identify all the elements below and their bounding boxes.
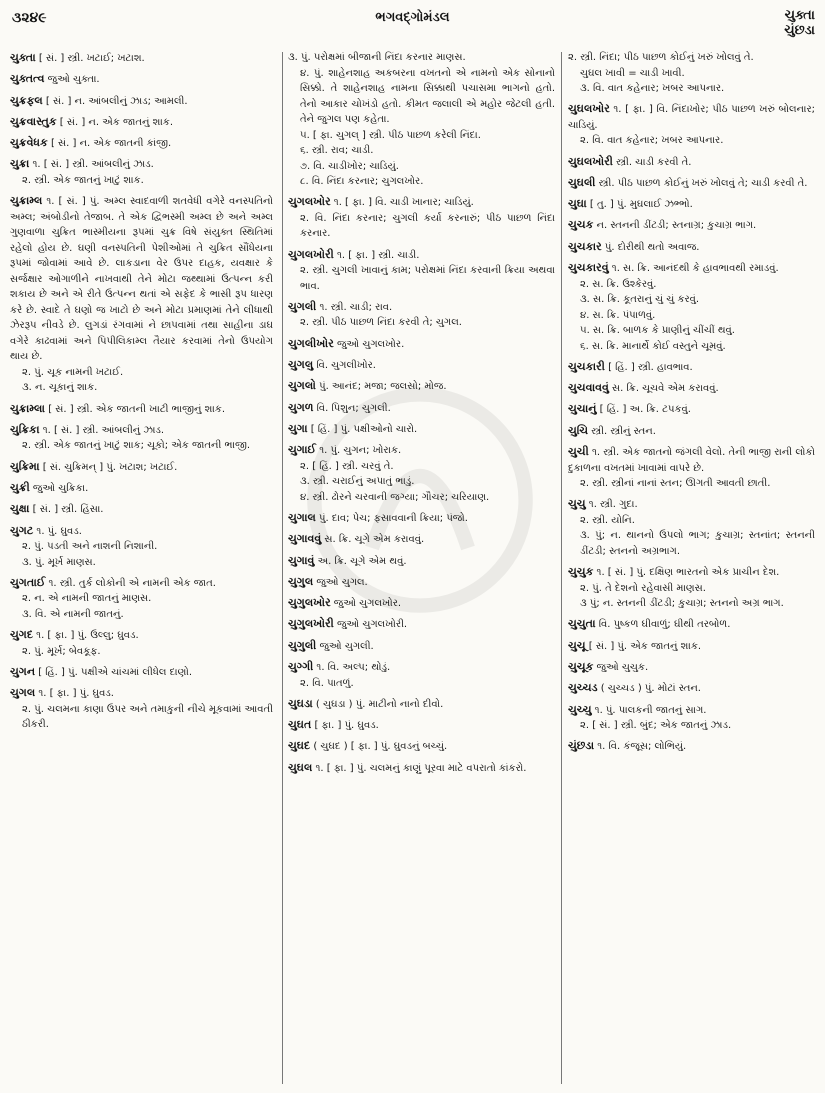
- dictionary-entry: ચુચાનું [ હિં. ] અ. ક્રિ. ટપકવું.: [568, 402, 691, 416]
- dictionary-entry: ચુગાઈ ૧. પું. ચુગન; ખોરાક. ૨. [ હિં. ] સ્ત્રી. ચરવું તે. ૩. સ્ત્રી. ચરાઈનું અપાતું ભાડું. ૪. સ્ત્રી. ઢોરને ચરવાની જગ્યા; ગૌચર; ચરિયાણ.: [288, 443, 490, 503]
- dictionary-entry: ચુચૂ [ સં. ] પું. એક જાતનું શાક.: [568, 638, 702, 652]
- dictionary-entry: ચુગાવવું સ. ક્રિ. ચૂગે એમ કરાવવું.: [288, 532, 425, 546]
- dictionary-entry: ચુક્રવેધક [ સં. ] ન. એક જાતની કાંજી.: [10, 136, 172, 150]
- dictionary-entry: ચુચકારવું ૧. સ. ક્રિ. આનંદથી કે હાવભાવથી રમાડવું. ૨. સ. ક્રિ. ઉશ્કેરવું. ૩. સ. ક્રિ. કૂતરાનું ચું ચું કરવું. ૪. સ. ક્રિ. પંપાળવું. ૫. સ. ક્રિ. બાળક કે પ્રાણીનું ચીંચીં થવું. ૬. સ. ક્રિ. માનાર્થે કોઈ વસ્તુને ચૂમવું.: [568, 261, 779, 352]
- dictionary-entry: ચુગલો પું. આનંદ; મજા; જલસો; મોજ.: [288, 379, 447, 393]
- dictionary-entry: ચુક્રવાસ્તુક [ સં. ] ન. એક જાતનું શાક.: [10, 114, 174, 128]
- dictionary-entry: ચુગુલી જુઓ ચુગલી.: [288, 638, 374, 652]
- dictionary-entry: ચુચ્ચડ ( ચુચ્ચડ ) પું. મોટાં સ્તન.: [568, 681, 701, 695]
- dictionary-entry: ચુગલી ૧. સ્ત્રી. ચાડી; રાવ. ૨. સ્ત્રી. પીઠ પાછળ નિંદા કરવી તે; ચુગલ.: [288, 299, 462, 329]
- dictionary-entry: ચુગાલ પું. દાવ; પેચ; ફસાવવાની ક્રિયા; પંજો.: [288, 510, 468, 524]
- dictionary-entry: ચુઘદ ( ચુઘદ ) [ ફા. ] પું. ઘુવડનું બચ્ચું.: [288, 739, 448, 753]
- dictionary-entry: ચુક્રામ્લ ૧. [ સં. ] પું. અમ્લ સ્વાદવાળી શતવેધી વગેરે વનસ્પતિનો અમ્લ; અંબોડીનો તેજાબ. તે એક દ્વિભસ્મી અમ્લ છે અને અમ્લ ગુણવાળા ચુક્રિત ભાસ્મીયના રૂપમાં ચુક્ર વિષે સંયુક્ત સ્થિતિમાં રહેલો હોય છે. ઘણી વનસ્પતિની પેશીઓમાં તે ચુક્રિત સૌંધેયના રૂપમાં જોવામાં આવે છે. લાકડાના વેર ઉપર દાહક, યવક્ષાર કે સર્જક્ષાર ઓગાળીને નાખવાથી તેને મોટા જથ્થામાં ઉત્પન્ન કરી શકાય છે અને એ રીતે ઉત્પન્ન થતાં એ સફેદ કે ભાસી રૂપ ધારણ કરે છે. સ્વાદે તે ઘણો જ ખાટો છે અને મોટા પ્રમાણમાં તેને લીધાથી ઝેરરૂપ નીવડે છે. લુગડાં રંગવામાં ને છાપવામાં તથા સાહીના ડાઘ વગેરે કાઢવામાં અને પિપીલિકામ્લ તૈયાર કરવામાં તેનો ઉપયોગ થાય છે. ૨. પું. ચૂક નામની ખટાઈ. ૩. ન. ચૂકાનું શાક.: [10, 194, 273, 394]
- dictionary-entry: ચુક્ષા [ સં. ] સ્ત્રી. હિંસા.: [10, 502, 104, 516]
- running-title: ભગવદ્ગોમંડલ: [375, 10, 450, 25]
- dictionary-entry: ચુઘલખોર ૧. [ ફા. ] વિ. નિંદાખોર; પીઠ પાછળ ખરું બોલનાર; ચાડિયું. ૨. વિ. વાત કહેનાર; ખબર આપનાર.: [568, 102, 815, 147]
- dictionary-entry: ચુઘલ ૧. [ ફા. ] પું. ચલમનું કાણું પૂરવા માટે વપરાતો કાંકરો.: [288, 760, 527, 774]
- dictionary-entry: ચુગતાઈ ૧. સ્ત્રી. તુર્ક લોકોની એ નામની એક જાત. ૨. ન. એ નામની જાતનું માણસ. ૩. વિ. એ નામની જાતનું.: [10, 575, 216, 620]
- dictionary-entry: ચુચવાવવું સ. ક્રિ. ચૂચવે એમ કરાવવું.: [568, 381, 719, 395]
- dictionary-entry: ચુક્તત્વ જુઓ ચુક્તા.: [10, 72, 100, 86]
- dictionary-entry: ચુગદ ૧. [ ફા. ] પું. ઉલ્લુ; ઘુવડ. ૨. પું. મૂર્ખ; બેવકૂફ.: [10, 628, 139, 657]
- page-number: ૩૨૪૯: [12, 10, 47, 26]
- guide-words: [784, 8, 815, 38]
- dictionary-entry: ચુચૂક જુઓ ચુચુક.: [568, 660, 649, 674]
- dictionary-entry: ચુચિ સ્ત્રી. સ્ત્રીનું સ્તન.: [568, 423, 656, 437]
- dictionary-entry: ચુક્રિમા [ સં. ચુક્રિમન્ ] પું. ખટાશ; ખટાઈ.: [10, 459, 178, 473]
- dictionary-entry: ચુઘત [ ફા. ] પું. ઘુવડ.: [288, 718, 379, 732]
- dictionary-entry: ચુગલ ૧. [ ફા. ] પું. ઘુવડ. ૨. પું. ચલમના કાણા ઉપર અને તમાકુની નીચે મૂકવામાં આવતી ઠીકરી.: [10, 686, 273, 731]
- guide-word-first: ચુક્તા: [784, 8, 815, 23]
- dictionary-entry: ચુગા [ હિં. ] પું. પક્ષીઓનો ચારો.: [288, 421, 418, 435]
- column-divider: [282, 52, 283, 1084]
- dictionary-entry: ચુચુક ૧. [ સં. ] પું. દક્ષિણ ભારતનો એક પ્રાચીન દેશ. ૨. પું. તે દેશનો રહેવાસી માણસ. ૩ પું; ન. સ્તનની ડીંટડી; કુચાગ્ર; સ્તનનો અગ્ર ભાગ.: [568, 565, 784, 610]
- dictionary-entry: ચુગન [ હિં. ] પું. પક્ષીએ ચાંચમાં લીધેલ દાણો.: [10, 664, 193, 678]
- dictionary-entry: ચુગલુ વિ. ચુગલીખોર.: [288, 357, 376, 371]
- dictionary-entry: ચુઘલખોરી સ્ત્રી. ચાડી કરવી તે.: [568, 154, 692, 168]
- column-1: [10, 50, 273, 1086]
- dictionary-entry: ચુક્રી જુઓ ચુક્રિકા.: [10, 480, 89, 494]
- dictionary-entry: ચુચકાર પું. દોરીથી થતો અવાજ.: [568, 239, 700, 253]
- dictionary-entry: ચુચુ ૧. સ્ત્રી. ગુદા. ૨. સ્ત્રી. યોનિ. ૩. પું; ન. થાનનો ઉપલો ભાગ; કુચાગ્ર; સ્તનાંત; સ્તનની ડીંટડી; સ્તનનો અગ્રભાગ.: [568, 497, 815, 557]
- dictionary-entry: ચુગળ વિ. પિશુન; ચુગલી.: [288, 400, 391, 414]
- dictionary-entry: ચુગ્ગી ૧. વિ. અલ્પ; થોડું. ૨. વિ. પાતળું.: [288, 660, 391, 689]
- dictionary-entry: ચુગલીખોર જુઓ ચુગલખોર.: [288, 336, 405, 350]
- dictionary-entry: ચુચક ન. સ્તનની ડીંટડી; સ્તનાગ્ર; કુચાગ્ર ભાગ.: [568, 218, 757, 232]
- dictionary-entry: ચુચુતા વિ. પુષ્કળ ઘીવાળું; ઘીથી તરબોળ.: [568, 617, 731, 631]
- dictionary-entry: ૩. પું. પરોક્ષમાં બીજાની નિંદા કરનાર માણસ. ૪. પું. શાહેનશાહ અકબરના વખતનો એ નામનો એક સોનાનો સિક્કો. તે શાહેનશાહ નામના સિક્કાથી પચાસમા ભાગનો હતો. તેનો આકાર ચોખંડો હતો. કીમત જલાલી એ મહોર જેટલી હતી. તેને જુગલ પણ કહેતા. ૫. [ ફા. ચુગલ્ ] સ્ત્રી. પીઠ પાછળ કરેલી નિંદા. ૬. સ્ત્રી. રાવ; ચાડી. ૭. વિ. ચાડીખોર; ચાડિયું. ૮. વિ. નિંદા કરનાર; ચુગલખોર.: [288, 52, 555, 187]
- dictionary-entry: ચુગલખોરી ૧. [ ફા. ] સ્ત્રી. ચાડી. ૨. સ્ત્રી. ચુગલી ખાવાનું કામ; પરોક્ષમાં નિંદા કરવાની ક્રિયા અથવા ભાવ.: [288, 247, 555, 292]
- dictionary-entry: ચુઘલી સ્ત્રી. પીઠ પાછળ કોઈનું ખરું ખોલવું તે; ચાડી કરવી તે.: [568, 175, 808, 189]
- dictionary-entry: ચુગાવું અ. ક્રિ. ચૂગે એમ થવું.: [288, 553, 407, 567]
- dictionary-entry: ચુગલખોર ૧. [ ફા. ] વિ. ચાડી ખાનાર; ચાડિયું. ૨. વિ. નિંદા કરનાર; ચુગલી કર્યા કરનારું; પીઠ પાછળ નિંદા કરનાર.: [288, 195, 555, 240]
- dictionary-entry: ચુગટ ૧. પું. ઘુવડ. ૨. પું. પડતી અને નાશની નિશાની. ૩. પું. મૂર્ખ માણસ.: [10, 523, 158, 568]
- dictionary-entry: ચુગુલખોરી જુઓ ચુગલખોરી.: [288, 617, 408, 631]
- column-2: [288, 50, 555, 1086]
- dictionary-entry: ચુક્રિકા ૧. [ સં. ] સ્ત્રી. આંબલીનું ઝાડ. ૨. સ્ત્રી. એક જાતનું ખાટું શાક; ચૂકો; એક જાતની ભાજી.: [10, 422, 251, 452]
- dictionary-entry: ૨. સ્ત્રી. નિંદા; પીઠ પાછળ કોઈનું ખરું ખોલવું તે. ચુઘલ ખાવી = ચાડી ખાવી. ૩. વિ. વાત કહેનાર; ખબર આપનાર.: [568, 52, 754, 94]
- column-3: [568, 50, 815, 1086]
- dictionary-entry: ચુચી ૧. સ્ત્રી. એક જાતનો જંગલી વેલો. તેની ભાજી રાની લોકો દુકાળના વખતમાં ખાવામાં વાપરે છે. ૨. સ્ત્રી. સ્ત્રીનાં નાનાં સ્તન; ઊગતી આવતી છાતી.: [568, 445, 815, 490]
- dictionary-entry: ચુગુલ જુઓ ચુગલ.: [288, 574, 368, 588]
- dictionary-entry: ચુચ્ચુ ૧. પું. પાલકની જાતનું સાગ. ૨. [ સં. ] સ્ત્રી. બુંદ; એક જાતનું ઝાડ.: [568, 702, 732, 732]
- dictionary-entry: ચુક્રફલ [ સં. ] ન. આંબલીનું ઝાડ; આમલી.: [10, 93, 188, 107]
- dictionary-entry: ચુચકારી [ હિં. ] સ્ત્રી. હાવભાવ.: [568, 359, 693, 373]
- dictionary-entry: ચુઘા [ તુ. ] પું. મુઘલાઈ ઝભ્ભો.: [568, 197, 693, 211]
- dictionary-entry: ચુંછડા ૧. વિ. કંજૂસ; લોભિયું.: [568, 739, 687, 753]
- dictionary-entry: ચુક્રા ૧. [ સં. ] સ્ત્રી. આંબલીનું ઝાડ. ૨. સ્ત્રી. એક જાતનું ખાટું શાક.: [10, 157, 154, 186]
- guide-word-last: ચુંછડા: [784, 23, 815, 38]
- dictionary-entry: ચુક્રામ્લા [ સં. ] સ્ત્રી. એક જાતની ખાટી ભાજીનું શાક.: [10, 401, 226, 415]
- dictionary-entry: ચુક્તા [ સં. ] સ્ત્રી. ખટાઈ; ખટાશ.: [10, 51, 145, 64]
- dictionary-entry: ચુગુલખોર જુઓ ચુગલખોર.: [288, 596, 402, 610]
- column-divider: [561, 52, 562, 1084]
- dictionary-entry: ચુઘડા ( ચુઘડા ) પું. માટીનો નાનો દીવો.: [288, 696, 444, 710]
